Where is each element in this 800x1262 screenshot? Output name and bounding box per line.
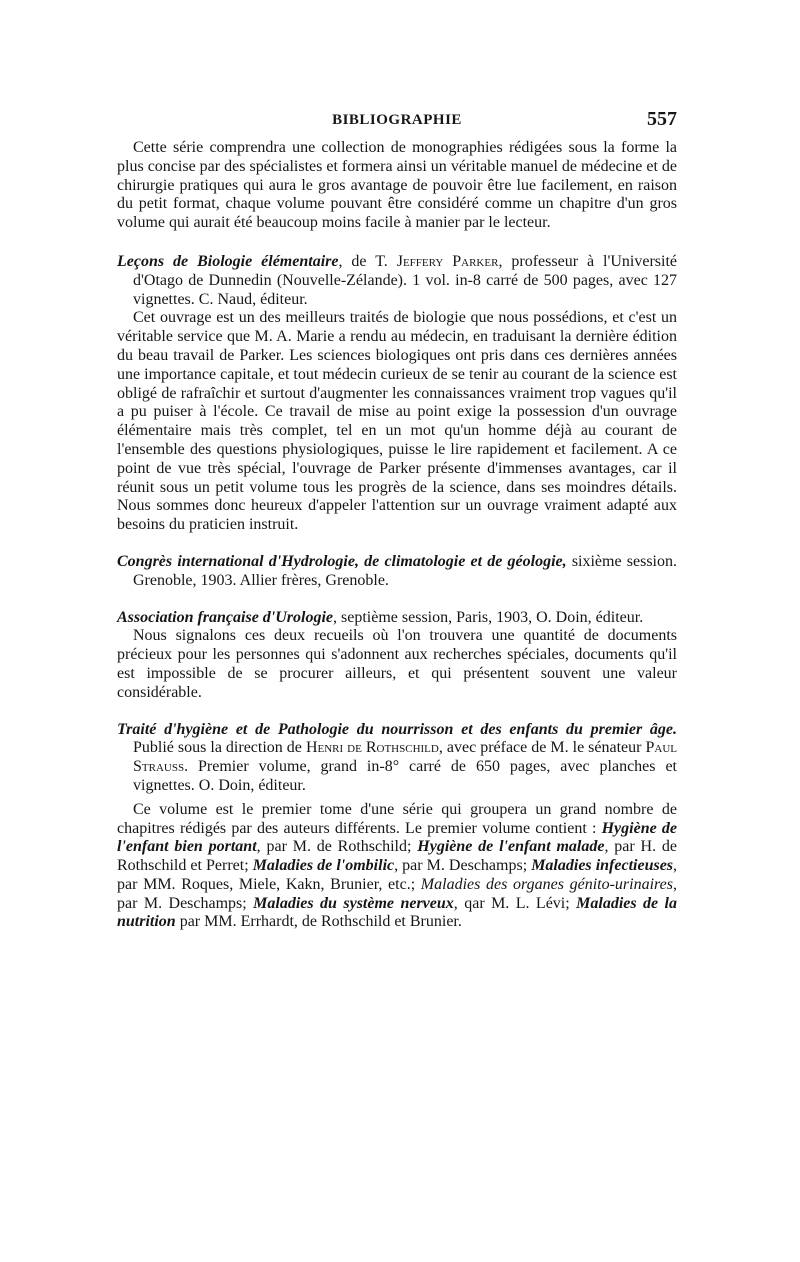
entry-congres: Congrès international d'Hydrologie, de climatologie et de géologie, sixième session. Grenoble, 1903. Allier frères, Grenoble.: [117, 552, 677, 589]
entry-volume: 1 vol. in-8 carré de 500 pages, avec 127 vignettes. C. Naud, éditeur.: [133, 271, 678, 308]
chapter-title: Maladies infectieuses: [531, 857, 674, 875]
entry-traite: Traité d'hygiène et de Pathologie du nourrisson et des enfants du premier âge. Publié sous la direction de Henri de Rothschild, avec préface de M. le sénateur Paul Strauss. Premier volume, grand in-8° carré de 650 pages, avec planches et vignettes. O. Doin, éditeur.: [117, 720, 678, 794]
entry-title: Association française d'Urologie: [117, 608, 334, 626]
chapter-title: Maladies du système nerveux: [253, 894, 454, 912]
review-paragraph: Nous signalons ces deux recueils où l'on trouvera une quantité de documents précieux pour les personnes qui s'adonnent aux recherches spéciales, documents qu'il est impossible de se procurer ailleurs, et qui présentent souvent une valeur considérable.: [117, 627, 677, 701]
review-paragraph: Cet ouvrage est un des meilleurs traités de biologie que nous possédions, et c'est un véritable service que M. A. Marie a rendu au médecin, en traduisant la dernière édition du beau travail de Parker. Les sciences biologiques ont pris dans ces dernières années une importance capitale, et tout médecin curieux de se tenir au courant de la science est obligé de rafraîchir et surtout d'augmenter les connaissances vraiment trop vagues qu'il a pu puiser à l'école. Ce travail de mise au point exige la possession d'un ouvrage élémentaire mais très complet, tel en un mot qu'un homme déjà au courant de l'ensemble des questions physiologiques, puisse le lire rapidement et facilement. A ce point de vue très spécial, l'ouvrage de Parker présente d'immenses avantages, car il réunit sous un petit volume tous les progrès de la science, dans ses moindres détails. Nous sommes donc heureux d'appeler l'attention sur un ouvrage vraiment adapté aux besoins du praticien instruit.: [117, 309, 677, 534]
running-header: [117, 108, 677, 134]
page-number: 557: [647, 108, 677, 130]
contents-paragraph: Ce volume est le premier tome d'une série qui groupera un grand nombre de chapitres rédigés par des auteurs différents. Le premier volume contient : Hygiène de l'enfant bien portant, par M. de Rothschild; Hygiène de l'enfant malade, par H. de Rothschild et Perret; Maladies de l'ombilic, par M. Deschamps; Maladies infectieuses, par MM. Roques, Miele, Kakn, Brunier, etc.; Maladies des organes génito-urinaires, par M. Deschamps; Maladies du système nerveux, qar M. L. Lévi; Maladies de la nutrition par MM. Errhardt, de Rothschild et Brunier.: [117, 800, 678, 931]
chapter-title: Maladies de l'ombilic: [252, 857, 395, 875]
chapter-title: Maladies de la nutrition: [117, 894, 677, 931]
entry-title: Leçons de Biologie élémentaire: [117, 252, 339, 270]
entry-senator: Paul Strauss: [133, 739, 678, 776]
chapter-title: Maladies des organes génito-urinaires: [420, 875, 674, 893]
entry-urologie: Association française d'Urologie, septième session, Paris, 1903, O. Doin, éditeur.: [117, 608, 644, 626]
intro-paragraph: Cette série comprendra une collection de monographies rédigées sous la forme la plus concise par des spécialistes et formera ainsi un véritable manuel de médecine et de chirurgie pratiques qui aura le gros avantage de pouvoir être lue facilement, en raison du petit format, chaque volume pouvant être considéré comme un chapitre d'un gros volume qui aurait été beaucoup moins facile à manier par le lecteur.: [117, 139, 677, 232]
entry-director: Henri de Rothschild: [305, 739, 439, 757]
chapter-title: Hygiène de l'enfant malade: [417, 838, 605, 856]
entry-biologie: Leçons de Biologie élémentaire, de T. Jeffery Parker, professeur à l'Université d'Otago de Dunnedin (Nouvelle-Zélande). 1 vol. in-8 carré de 500 pages, avec 127 vignettes. C. Naud, éditeur.: [117, 252, 678, 308]
entry-title: Traité d'hygiène et de Pathologie du nourrisson et des enfants du premier âge.: [117, 720, 677, 738]
running-title: BIBLIOGRAPHIE: [332, 112, 462, 128]
book-page: [117, 108, 677, 932]
entry-title: Congrès international d'Hydrologie, de climatologie et de géologie,: [117, 552, 567, 570]
entry-author: Jeffery Parker: [396, 252, 499, 270]
chapter-title: Hygiène de l'enfant bien portant: [117, 819, 677, 856]
